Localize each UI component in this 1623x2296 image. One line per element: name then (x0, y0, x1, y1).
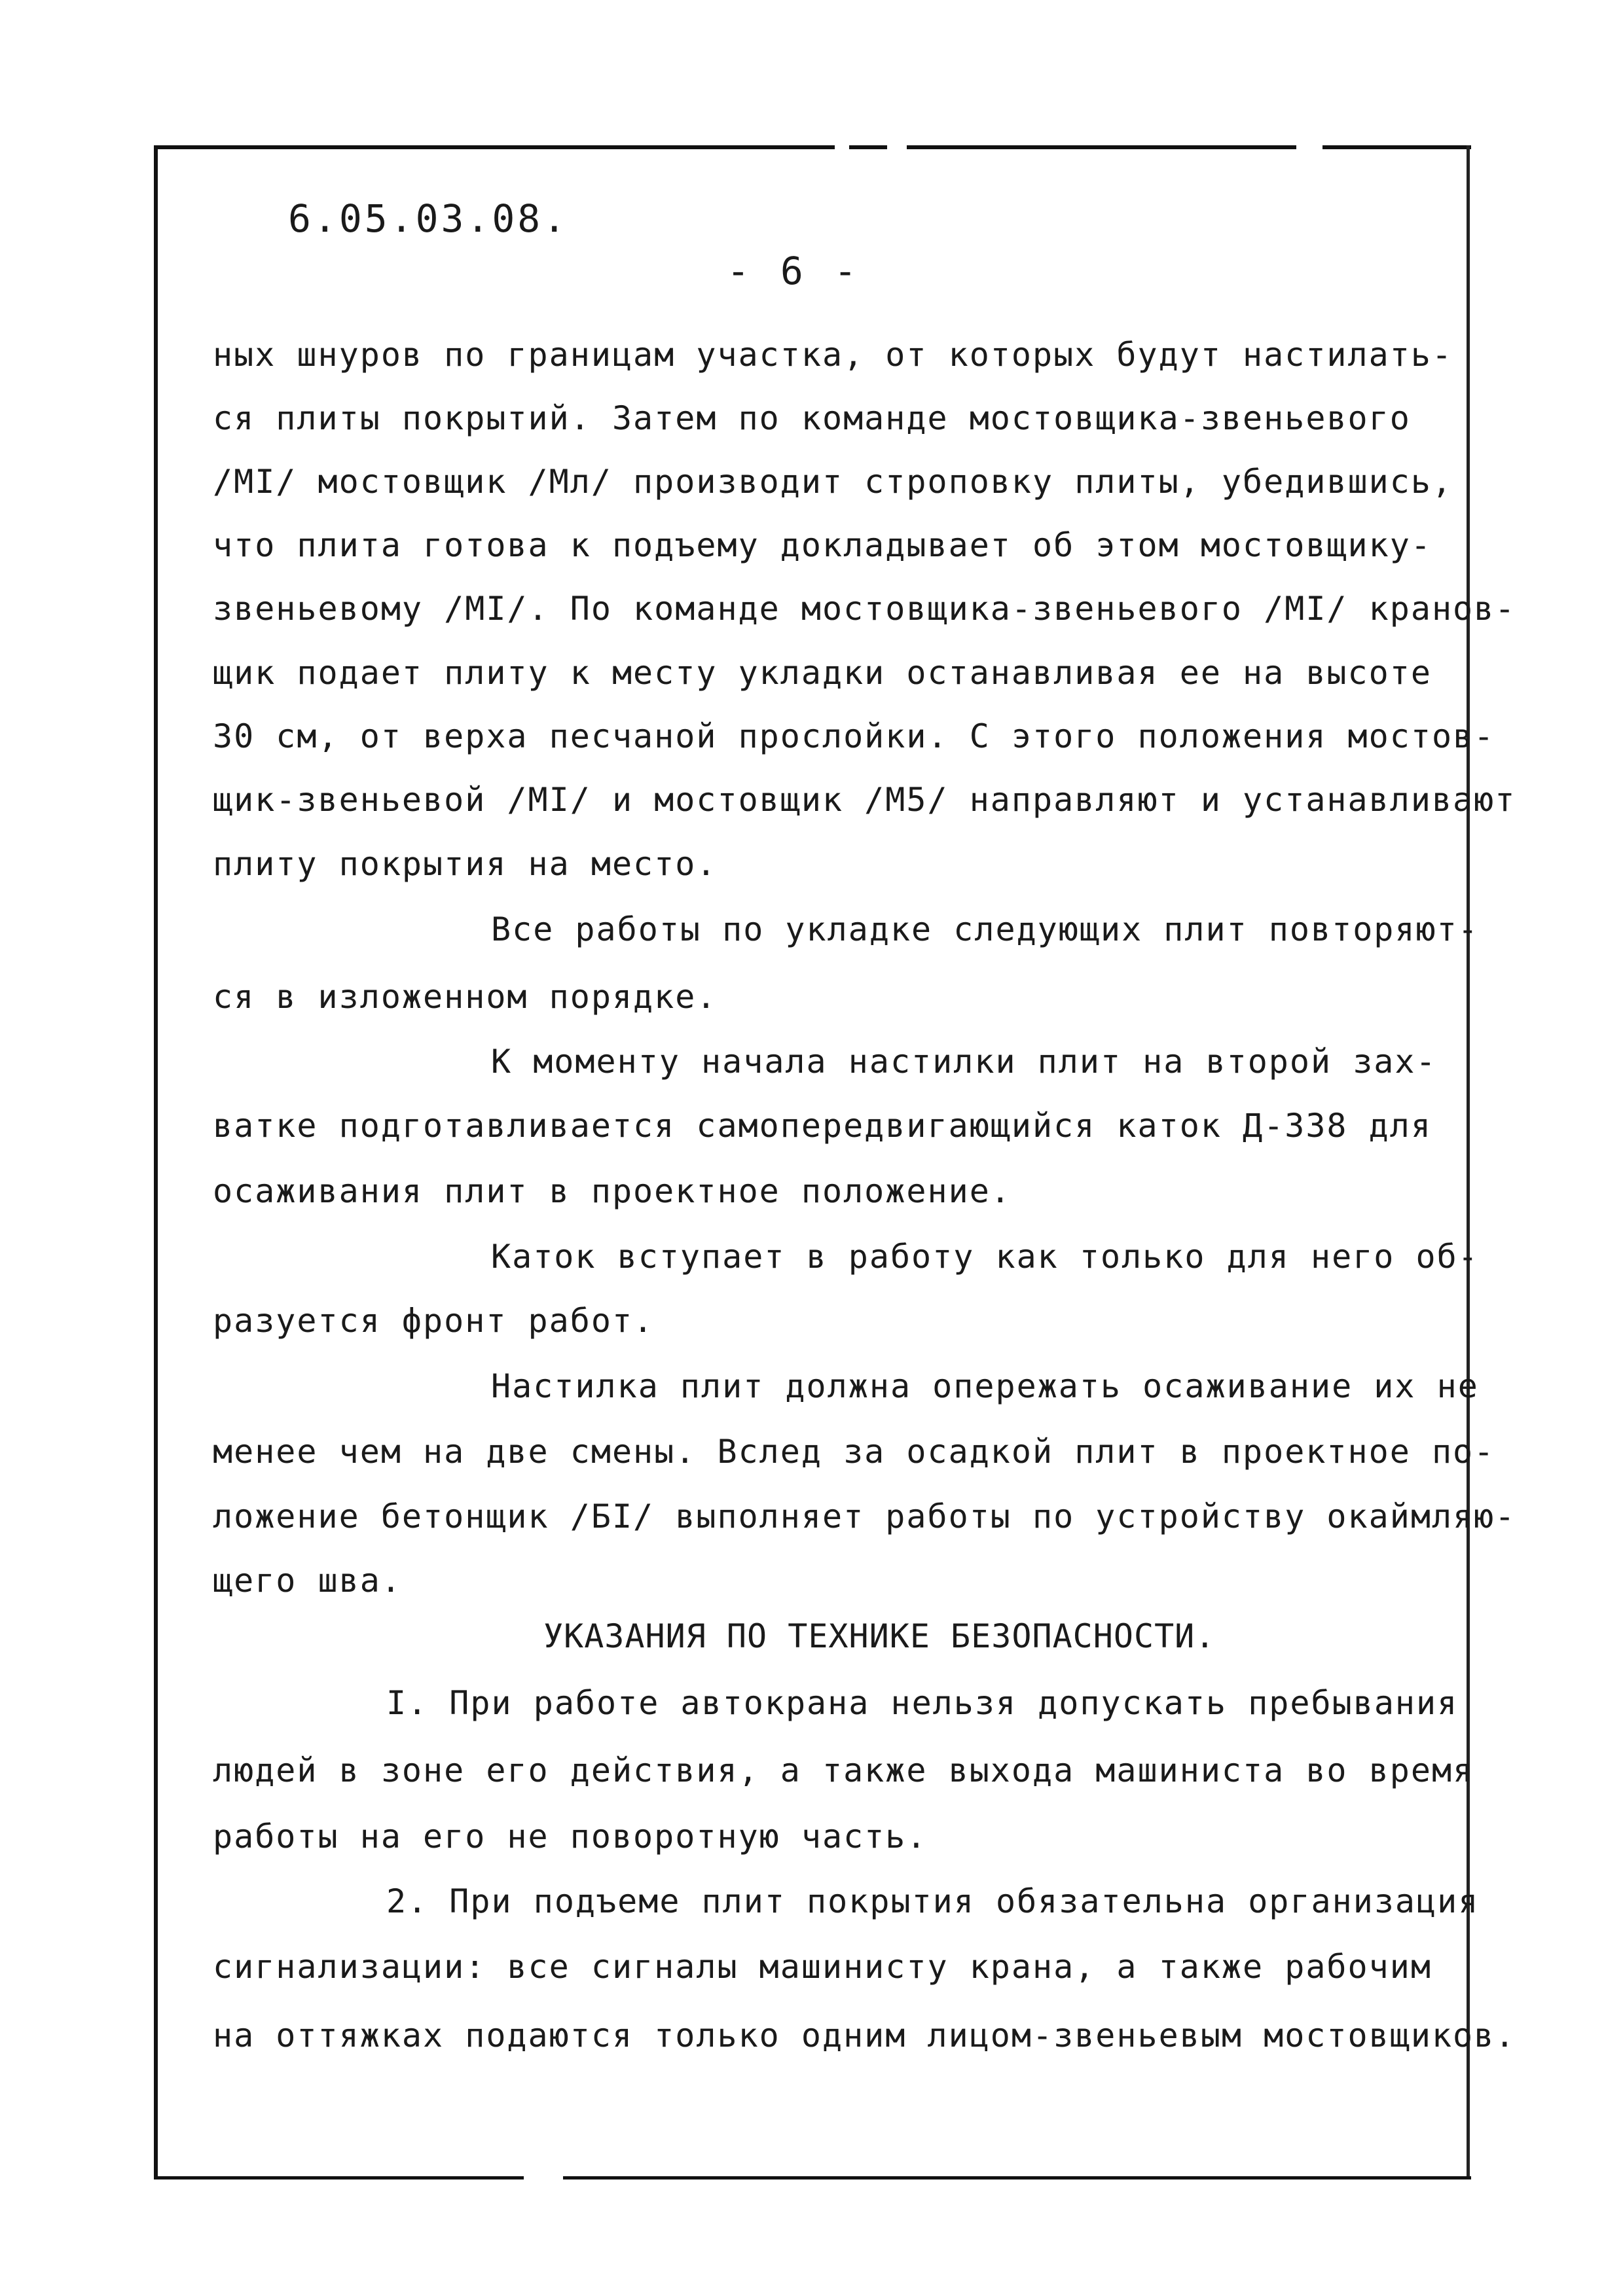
text-line: звеньевому /МI/. По команде мостовщика-звеньевого /МI/ кранов- (213, 590, 1516, 628)
text-line: /МI/ мостовщик /Мл/ производит строповку плиты, убедившись, (213, 463, 1453, 501)
section-heading: УКАЗАНИЯ ПО ТЕХНИКЕ БЕЗОПАСНОСТИ. (543, 1617, 1216, 1655)
text-line: на оттяжках подаются только одним лицом-звеньевым мостовщиков. (213, 2017, 1516, 2054)
text-line: работы на его не поворотную часть. (213, 1818, 928, 1856)
text-line: людей в зоне его действия, а также выхода машиниста во время (213, 1751, 1474, 1789)
text-line: Все работы по укладке следующих плит повторяют- (491, 910, 1479, 948)
text-line: осаживания плит в проектное положение. (213, 1172, 1012, 1210)
text-line: ся в изложенном порядке. (213, 978, 718, 1016)
text-line: щик подает плиту к месту укладки останавливая ее на высоте (213, 654, 1432, 692)
text-line: I. При работе автокрана нельзя допускать пребывания (386, 1684, 1459, 1722)
frame-left-border (154, 145, 158, 2178)
text-line: щик-звеньевой /МI/ и мостовщик /М5/ направляют и устанавливают (213, 781, 1516, 819)
frame-top-border (154, 145, 1471, 149)
text-line: щего шва. (213, 1562, 402, 1600)
page-number: - 6 - (727, 249, 861, 293)
document-code: 6.05.03.08. (288, 196, 569, 241)
text-line: что плита готова к подъему докладывает об этом мостовщику- (213, 526, 1432, 564)
frame-gap (1296, 143, 1322, 149)
text-line: ложение бетонщик /БI/ выполняет работы по устройству окаймляю- (213, 1498, 1516, 1535)
frame-gap (887, 143, 907, 149)
text-line: Каток вступает в работу как только для него об- (491, 1238, 1479, 1276)
text-line: ся плиты покрытий. Затем по команде мостовщика-звеньевого (213, 399, 1411, 437)
frame-gap (835, 143, 849, 149)
text-line: ных шнуров по границам участка, от которых будут настилать- (213, 336, 1453, 374)
text-line: К моменту начала настилки плит на второй зах- (491, 1043, 1437, 1081)
text-line: разуется фронт работ. (213, 1302, 655, 1340)
text-line: 30 см, от верха песчаной прослойки. С этого положения мостов- (213, 717, 1495, 755)
text-line: 2. При подъеме плит покрытия обязательна организация (386, 1882, 1480, 1920)
frame-gap (524, 2174, 563, 2180)
text-line: Настилка плит должна опережать осаживание их не (491, 1367, 1479, 1405)
frame-right-border (1467, 145, 1470, 2178)
text-line: менее чем на две смены. Вслед за осадкой плит в проектное по- (213, 1433, 1495, 1471)
text-line: сигнализации: все сигналы машинисту крана, а также рабочим (213, 1948, 1432, 1986)
text-line: плиту покрытия на место. (213, 845, 718, 883)
frame-bottom-border (154, 2176, 1471, 2179)
text-line: ватке подготавливается самопередвигающийся каток Д-338 для (213, 1107, 1432, 1145)
